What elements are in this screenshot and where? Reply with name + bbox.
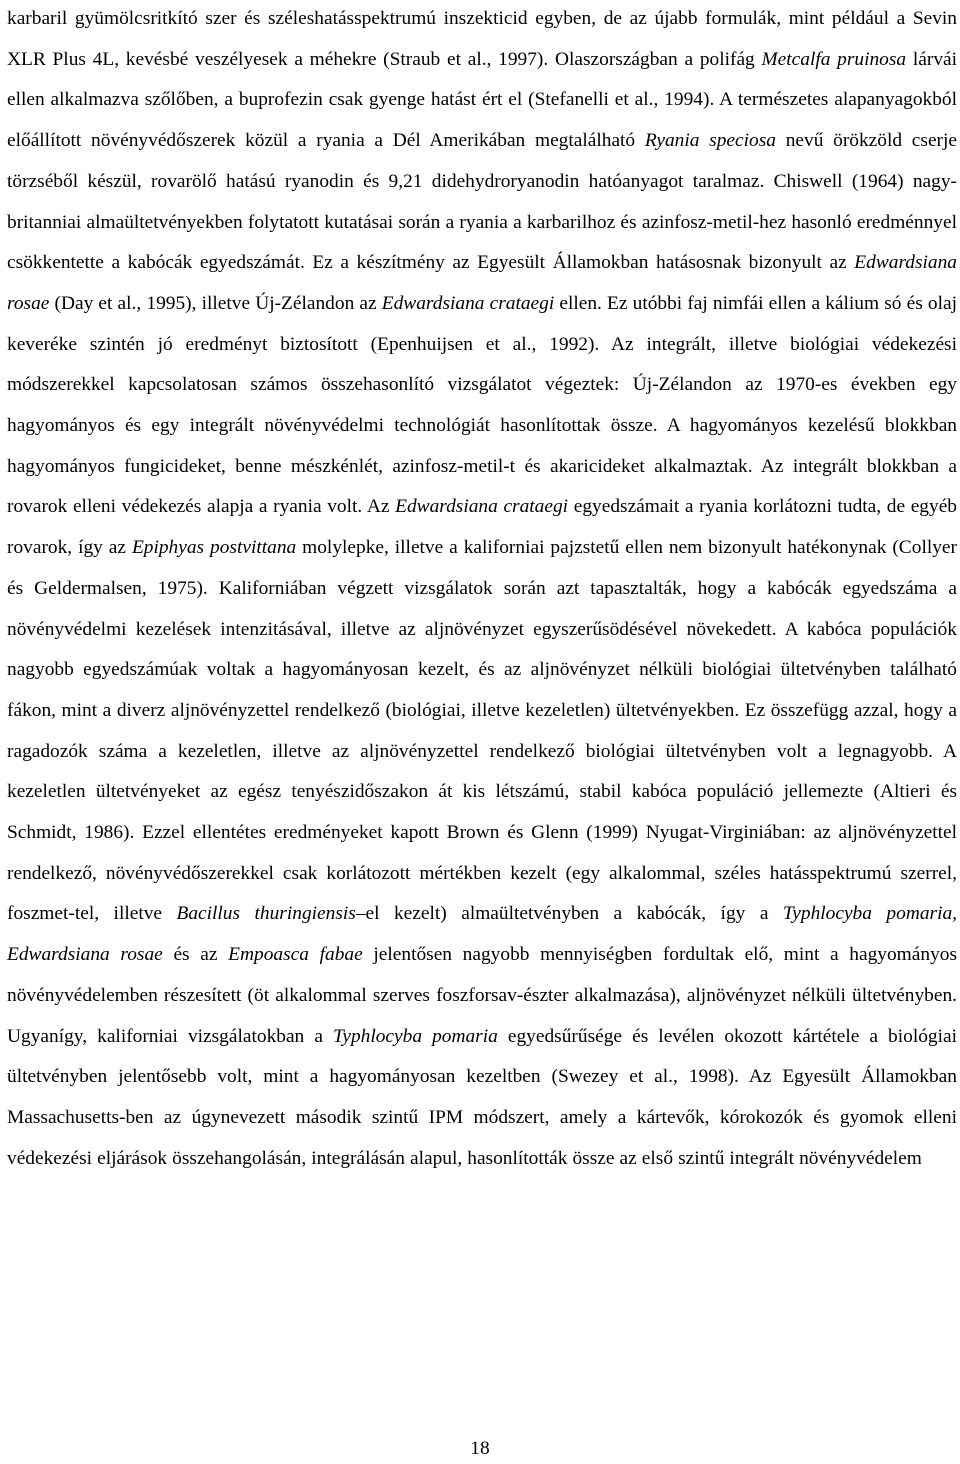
species-name: Empoasca fabae bbox=[228, 944, 363, 966]
text-segment: molylepke, illetve a kaliforniai pajzstetű ellen nem bizonyult hatékonynak (Collyer és Geldermalsen, 1975). Kaliforniában végzett vizsgálatok során azt tapasztalták, hogy a kabócák egyedszáma a növényvédelmi kezelések intenzitásával, illetve az aljnövényzet egyszerűsödésével növekedett. A kabóca populációk nagyobb egyedszámúak voltak a hagyományosan kezelt, és az aljnövényzet nélküli biológiai ültetvényben található fákon, mint a diverz aljnövényzettel rendelkező (biológiai, illetve kezeletlen) ültetvényekben. Ez összefügg azzal, hogy a ragadozók száma a kezeletlen, illetve az aljnövényzettel rendelkező biológiai ültetvényben volt a legnagyobb. A kezeletlen ültetvényeket az egész tenyészidőszakon át kis létszámú, stabil kabóca populáció jellemezte (Altieri és Schmidt, 1986). Ezzel ellentétes eredményeket kapott Brown és Glenn (1999) Nyugat-Virginiában: az aljnövényzettel rendelkező, növényvédőszerekkel csak korlátozott mértékben kezelt (egy alkalommal, széles hatásspektrumú szerrel, foszmet-tel, illetve bbox=[7, 537, 957, 925]
species-name: Typhlocyba pomaria bbox=[333, 1025, 498, 1047]
text-segment: nevű örökzöld cserje törzséből készül, rovarölő hatású ryanodin és 9,21 didehydroryanodin hatóanyagot taralmaz. Chiswell (1964) nagy-britanniai almaültetvényekben folytatott kutatásai során a ryania a karbarilhoz és azinfosz-metil-hez hasonló eredménnyel csökkentette a kabócák egyedszámát. Ez a készítmény az Egyesült Államokban hatásosnak bizonyult az bbox=[7, 130, 958, 274]
species-name: Epiphyas postvittana bbox=[131, 537, 297, 559]
text-segment: egyedszámait a ryania korlátozni tudta, de egyéb rovarok, így az bbox=[7, 496, 957, 559]
species-name: Ryania speciosa bbox=[644, 130, 776, 152]
text-segment: és az bbox=[162, 944, 229, 966]
text-segment: ellen. Ez utóbbi faj nimfái ellen a kálium só és olaj keveréke szintén jó eredményt biztosított (Epenhuijsen et al., 1992). Az integrált, illetve biológiai védekezési módszerekkel kapcsolatosan számos összehasonlító vizsgálatot végeztek: Új-Zélandon az 1970-es években egy hagyományos és egy integrált növényvédelmi technológiát hasonlítottak össze. A hagyományos kezelésű blokkban hagyományos fungicideket, benne mészkénlét, azinfosz-metil-t és akaricideket alkalmaztak. Az integrált blokkban a rovarok elleni védekezés alapja a ryania volt. Az bbox=[7, 292, 957, 518]
page-number: 18 bbox=[470, 1438, 490, 1459]
species-name: Edwardsiana crataegi bbox=[381, 292, 555, 314]
text-segment: egyedsűrűsége és levélen okozott kártétele a biológiai ültetvényben jelentősebb volt, mint a hagyományosan kezeltben (Swezey et al., 1998). Az Egyesült Államokban Massachusetts-ben az úgynevezett második szintű IPM módszert, amely a kártevők, kórokozók és gyomok elleni védekezési eljárások összehangolásán, integrálásán alapul, hasonlították össze az első szintű integrált növényvédelem bbox=[7, 1025, 957, 1169]
text-segment: karbaril gyümölcsritkító szer és széleshatásspektrumú inszekticid egyben, de az újabb formulák, mint például a Sevin XLR Plus 4L, kevésbé veszélyesek a méhekre (Straub et al., 1997). Olaszországban a polifág bbox=[7, 8, 957, 70]
body-paragraph bbox=[7, 0, 957, 1179]
species-name: Bacillus thuringiensis bbox=[176, 903, 356, 925]
species-name: Edwardsiana crataegi bbox=[395, 496, 569, 518]
species-name: Metcalfa pruinosa bbox=[761, 48, 907, 70]
text-segment: lárvái ellen alkalmazva szőlőben, a buprofezin csak gyenge hatást ért el (Stefanelli et al., 1994). A természetes alapanyagokból előállított növényvédőszerek közül a ryania a Dél Amerikában megtalálható bbox=[7, 48, 958, 152]
text-segment: (Day et al., 1995), illetve Új-Zélandon az bbox=[49, 292, 382, 314]
species-name: Edwardsiana rosae bbox=[7, 252, 957, 314]
text-segment: –el kezelt) almaültetvényben a kabócák, így a bbox=[355, 903, 783, 925]
text-segment: jelentősen nagyobb mennyiségben fordultak elő, mint a hagyományos növényvédelemben részesített (öt alkalommal szerves foszforsav-észter alkalmazása), aljnövényzet nélküli ültetvényben. Ugyanígy, kaliforniai vizsgálatokban a bbox=[7, 944, 958, 1047]
species-name: Typhlocyba pomaria, Edwardsiana rosae bbox=[7, 903, 957, 966]
